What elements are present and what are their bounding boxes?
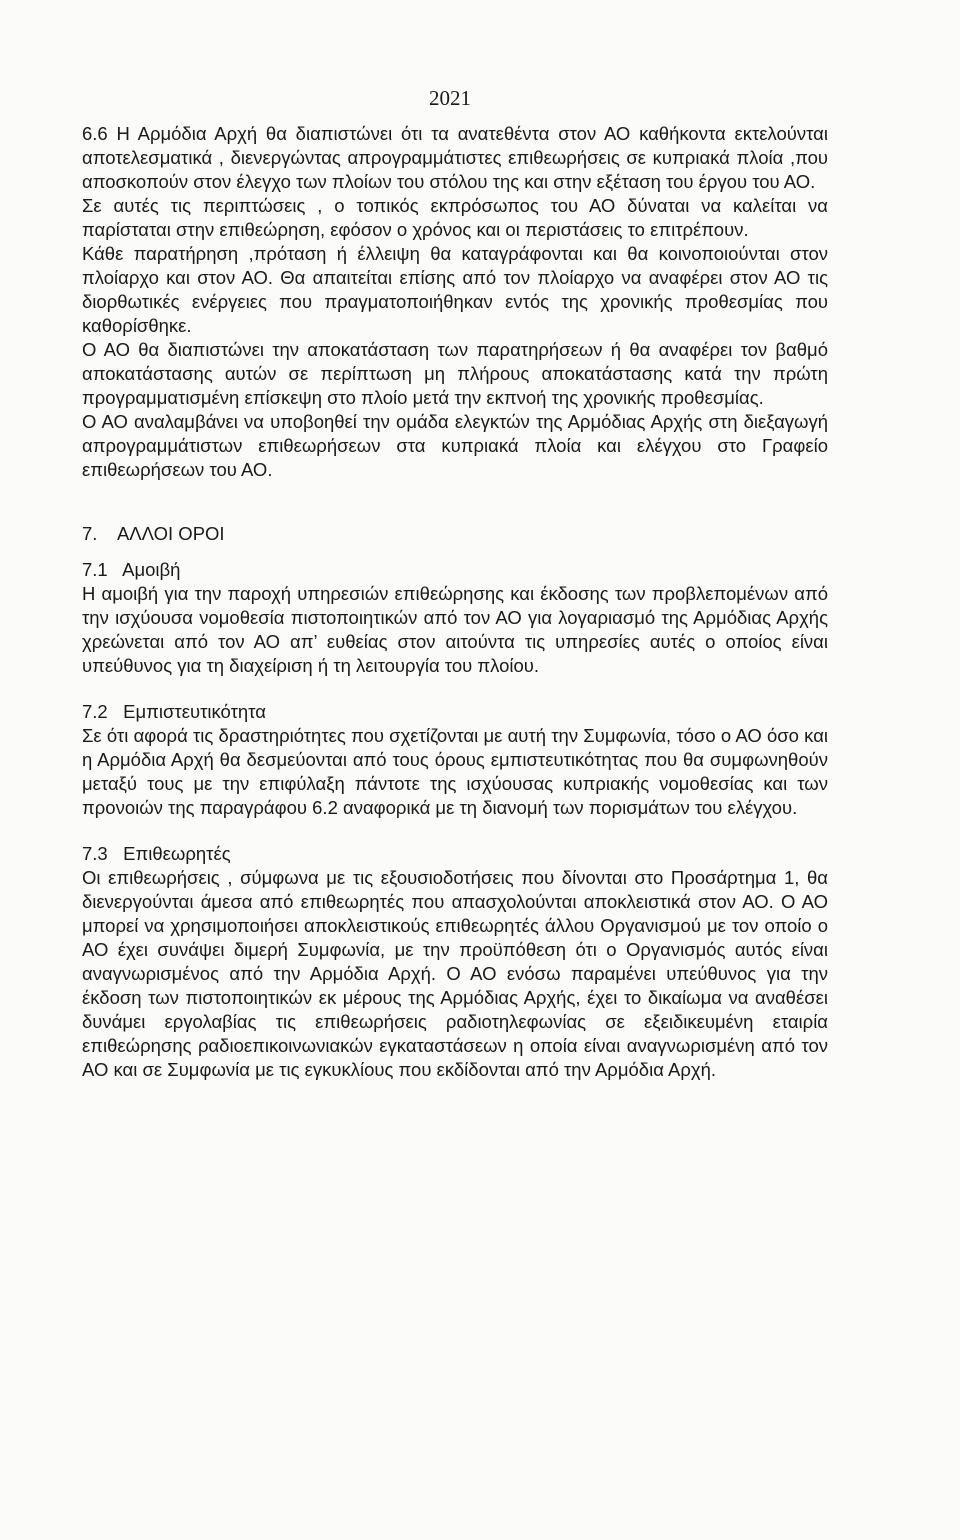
paragraph-6-6-assistance: Ο ΑΟ αναλαμβάνει να υποβοηθεί την ομάδα ελεγκτών της Αρμόδιας Αρχής στη διεξαγωγή απρογραμμάτιστων επιθεωρήσεων στα κυπριακά πλοία και ελέγχου στο Γραφείο επιθεωρήσεων του ΑΟ. <box>82 411 828 480</box>
page-number: 2021 <box>429 86 471 110</box>
paragraph-6-6-rectification: Ο ΑΟ θα διαπιστώνει την αποκατάσταση των παρατηρήσεων ή θα αναφέρει τον βαθμό αποκατάστασης αυτών σε περίπτωση μη πλήρους αποκατάστασης κατά την πρώτη προγραμματισμένη επίσκεψη στο πλοίο μετά την εκπνοή της χρονικής προθεσμίας. <box>82 339 828 408</box>
section-7-3 <box>82 842 828 1082</box>
section-7-1-text: Η αμοιβή για την παροχή υπηρεσιών επιθεώρησης και έκδοσης των προβλεπομένων από την ισχύουσα νομοθεσία πιστοποιητικών από τον ΑΟ για λογαριασμό της Αρμόδιας Αρχής χρεώνεται από τον ΑΟ απ’ ευθείας στον αιτούντα τις υπηρεσίες αυτές ο οποίος είναι υπεύθυνος για τη διαχείριση ή τη λειτουργία του πλοίου. <box>82 583 828 676</box>
section-7-2-text: Σε ότι αφορά τις δραστηριότητες που σχετίζονται με αυτή την Συμφωνία, τόσο ο ΑΟ όσο και η Αρμόδια Αρχή θα δεσμεύονται από τους όρους εμπιστευτικότητας που θα συμφωνηθούν μεταξύ τους με την επιφύλαξη πάντοτε της ισχύουσας κυπριακής νομοθεσίας και των προνοιών της παραγράφου 6.2 αναφορικά με τη διανομή των πορισμάτων του ελέγχου. <box>82 725 828 818</box>
section-7-1 <box>82 558 828 678</box>
section-7-2-heading: 7.2 Εμπιστευτικότητα <box>82 701 266 722</box>
section-7-3-heading: 7.3 Επιθεωρητές <box>82 843 231 864</box>
paragraph-6-6-observations: Κάθε παρατήρηση ,πρόταση ή έλλειψη θα καταγράφονται και θα κοινοποιούνται στον πλοίαρχο και στον ΑΟ. Θα απαιτείται επίσης από τον πλοίαρχο να αναφέρει στον ΑΟ τις διορθωτικές ενέργειες που πραγματοποιήθηκαν εντός της χρονικής προθεσμίας που καθορίσθηκε. <box>82 243 828 336</box>
section-6-6 <box>82 122 828 482</box>
section-7-3-text: Οι επιθεωρήσεις , σύμφωνα με τις εξουσιοδοτήσεις που δίνονται στο Προσάρτημα 1, θα διενεργούνται άμεσα από επιθεωρητές που απασχολούνται αποκλειστικά στον ΑΟ. Ο ΑΟ μπορεί να χρησιμοποιήσει αποκλειστικούς επιθεωρητές άλλου Οργανισμού με τον οποίο ο ΑΟ έχει συνάψει διμερή Συμφωνία, με την προϋπόθεση ότι ο Οργανισμός αυτός είναι αναγνωρισμένος από την Αρμόδια Αρχή. Ο ΑΟ ενόσω παραμένει υπεύθυνος για την έκδοση των πιστοποιητικών εκ μέρους της Αρμόδιας Αρχής, έχει το δικαίωμα να αναθέσει δυνάμει εργολαβίας τις επιθεωρήσεις ραδιοτηλεφωνίας σε εξειδικευμένη εταιρία επιθεώρησης ραδιοεπικοινωνιακών εγκαταστάσεων η οποία είναι αναγνωρισμένη από τον ΑΟ και σε Συμφωνία με τις εγκυκλίους που εκδίδονται από την Αρμόδια Αρχή. <box>82 867 828 1080</box>
section-7-2 <box>82 700 828 820</box>
paragraph-6-6-representative: Σε αυτές τις περιπτώσεις , ο τοπικός εκπρόσωπος του ΑΟ δύναται να καλείται να παρίσταται στην επιθεώρηση, εφόσον ο χρόνος και οι περιστάσεις το επιτρέπουν. <box>82 195 828 240</box>
section-7-heading: 7. ΑΛΛΟΙ ΟΡΟΙ <box>82 523 225 544</box>
paragraph-6-6-intro: 6.6 Η Αρμόδια Αρχή θα διαπιστώνει ότι τα ανατεθέντα στον ΑΟ καθήκοντα εκτελούνται αποτελεσματικά , διενεργώντας απρογραμμάτιστες επιθεωρήσεις σε κυπριακά πλοία ,που αποσκοπούν στον έλεγχο των πλοίων του στόλου της και στην εξέταση του έργου του ΑΟ. <box>82 123 828 192</box>
section-7-1-heading: 7.1 Αμοιβή <box>82 559 181 580</box>
document-body <box>82 122 828 1082</box>
